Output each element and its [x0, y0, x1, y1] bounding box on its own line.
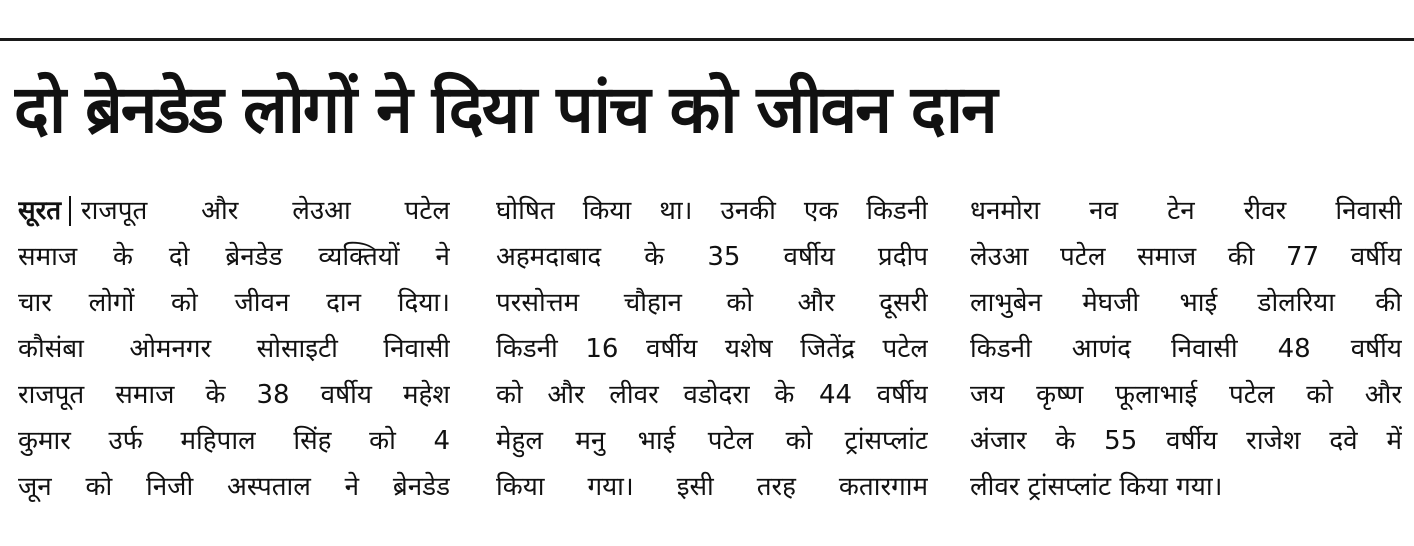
- article-line: कौसंबा ओमनगर सोसाइटी निवासी: [18, 334, 450, 364]
- article-line: अहमदाबाद के 35 वर्षीय प्रदीप: [496, 242, 928, 272]
- article-line: परसोत्तम चौहान को और दूसरी: [496, 288, 928, 318]
- article-line: लाभुबेन मेघजी भाई डोलरिया की: [970, 288, 1402, 318]
- article-line-text: राजपूत और लेउआ पटेल: [81, 196, 450, 226]
- dateline: सूरत: [18, 196, 71, 226]
- article-line: घोषित किया था। उनकी एक किडनी: [496, 196, 928, 226]
- top-rule: [0, 38, 1414, 41]
- article-line: लीवर ट्रांसप्लांट किया गया।: [970, 472, 1223, 502]
- article-line: चार लोगों को जीवन दान दिया।: [18, 288, 450, 318]
- article-column-2: [496, 188, 928, 510]
- article-line: जय कृष्ण फूलाभाई पटेल को और: [970, 380, 1402, 410]
- article-line: किया गया। इसी तरह कतारगाम: [496, 472, 928, 502]
- article-line: किडनी आणंद निवासी 48 वर्षीय: [970, 334, 1402, 364]
- article-column-3: [970, 188, 1402, 510]
- article-line: लेउआ पटेल समाज की 77 वर्षीय: [970, 242, 1402, 272]
- article-line: राजपूत समाज के 38 वर्षीय महेश: [18, 380, 450, 410]
- article-column-1: [18, 188, 450, 510]
- article-line: धनमोरा नव टेन रीवर निवासी: [970, 196, 1402, 226]
- article-line: जून को निजी अस्पताल ने ब्रेनडेड: [18, 472, 450, 502]
- article-line: को और लीवर वडोदरा के 44 वर्षीय: [496, 380, 928, 410]
- article-line: मेहुल मनु भाई पटेल को ट्रांसप्लांट: [496, 426, 928, 456]
- article-line: [18, 188, 450, 234]
- article-line: किडनी 16 वर्षीय यशेष जितेंद्र पटेल: [496, 334, 928, 364]
- article-line: अंजार के 55 वर्षीय राजेश दवे में: [970, 426, 1402, 456]
- article-line: समाज के दो ब्रेनडेड व्यक्तियों ने: [18, 242, 450, 272]
- article-line: कुमार उर्फ महिपाल सिंह को 4: [18, 426, 450, 456]
- headline: दो ब्रेनडेड लोगों ने दिया पांच को जीवन दान: [14, 71, 996, 148]
